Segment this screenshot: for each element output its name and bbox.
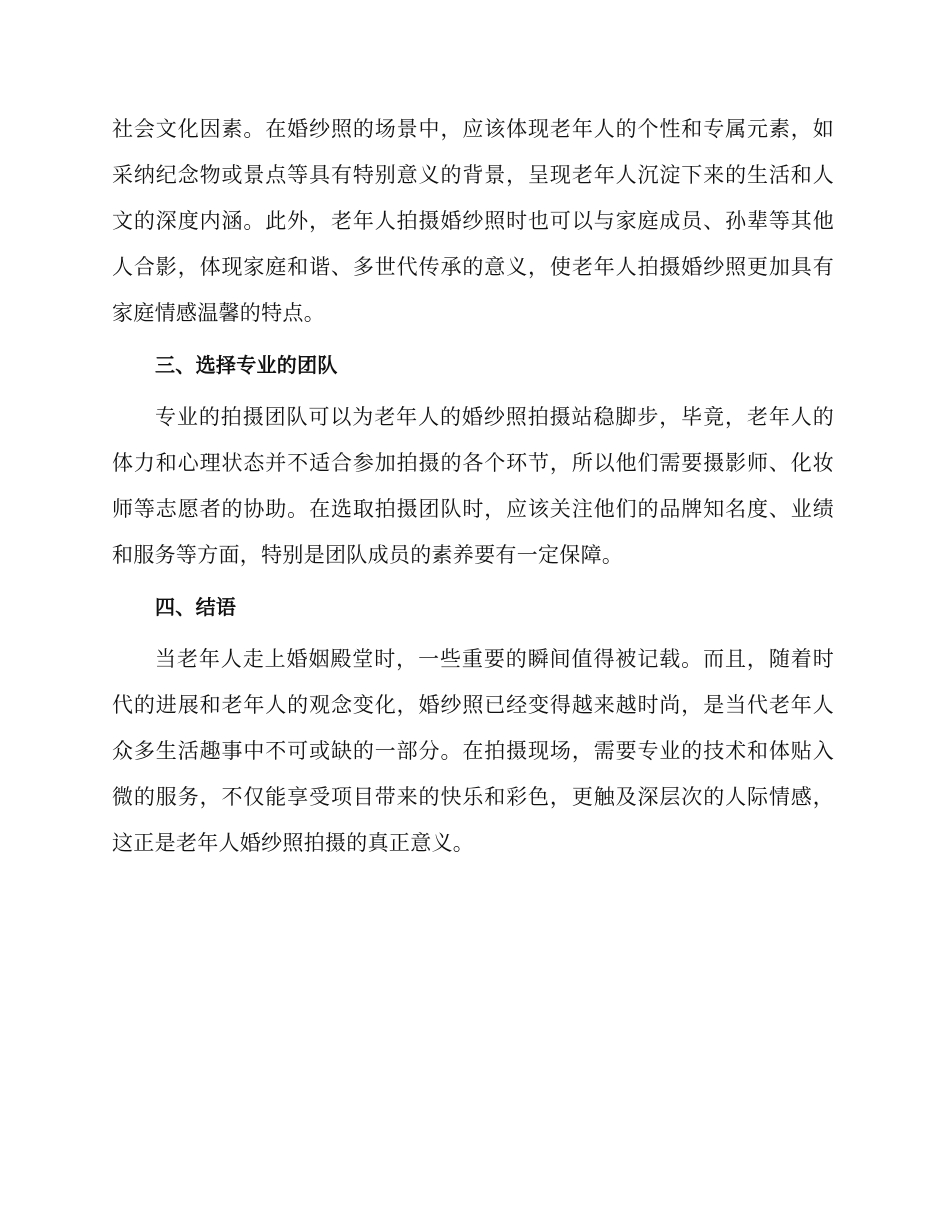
- document-body: [112, 106, 834, 872]
- paragraph-team: 专业的拍摄团队可以为老年人的婚纱照拍摄站稳脚步，毕竟，老年人的体力和心理状态并不适合参加拍摄的各个环节，所以他们需要摄影师、化妆师等志愿者的协助。在选取拍摄团队时，应该关注他们的品牌知名度、业绩和服务等方面，特别是团队成员的素养要有一定保障。: [112, 405, 834, 567]
- paragraph-continued: 社会文化因素。在婚纱照的场景中，应该体现老年人的个性和专属元素，如采纳纪念物或景点等具有特别意义的背景，呈现老年人沉淀下来的生活和人文的深度内涵。此外，老年人拍摄婚纱照时也可以与家庭成员、孙辈等其他人合影，体现家庭和谐、多世代传承的意义，使老年人拍摄婚纱照更加具有家庭情感温馨的特点。: [112, 117, 834, 325]
- section-heading-4: 四、结语: [155, 595, 237, 619]
- section-heading-3: 三、选择专业的团队: [155, 353, 338, 377]
- paragraph-conclusion: 当老年人走上婚姻殿堂时，一些重要的瞬间值得被记载。而且，随着时代的进展和老年人的观念变化，婚纱照已经变得越来越时尚，是当代老年人众多生活趣事中不可或缺的一部分。在拍摄现场，需要专业的技术和体贴入微的服务，不仅能享受项目带来的快乐和彩色，更触及深层次的人际情感，这正是老年人婚纱照拍摄的真正意义。: [112, 647, 834, 855]
